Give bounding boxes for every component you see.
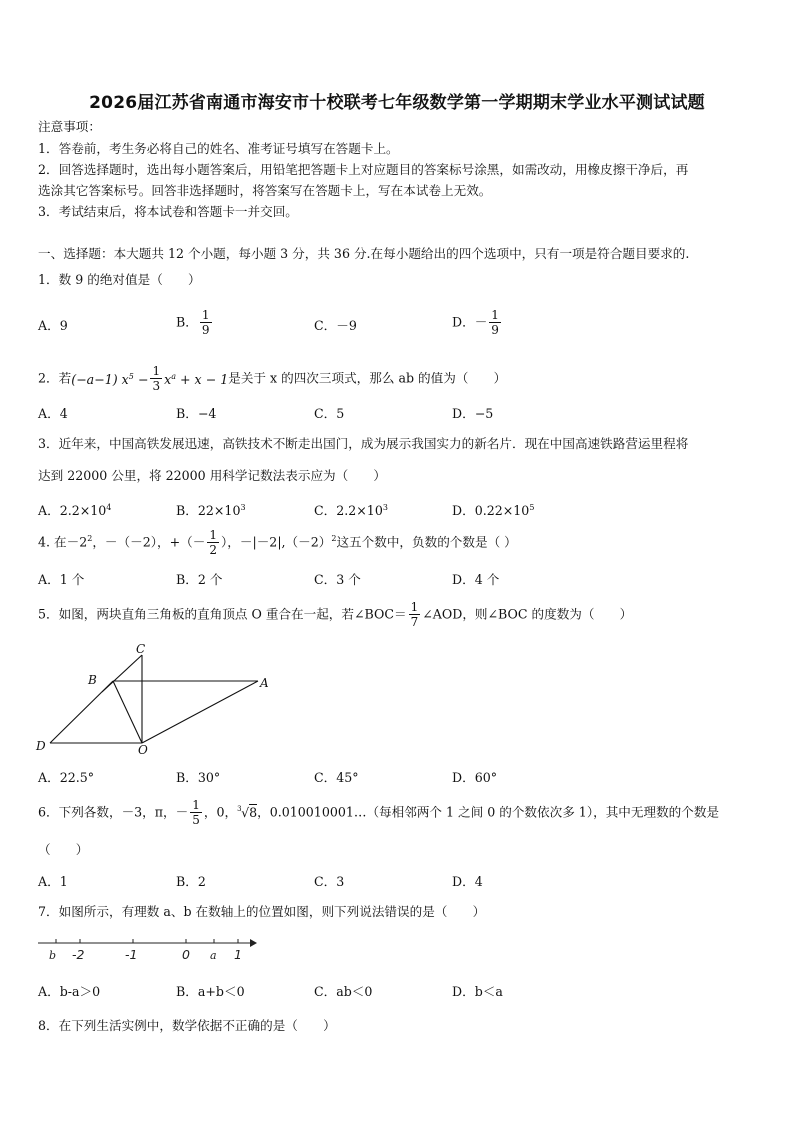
- notice-item-2a: 2．回答选择题时，选出每小题答案后，用铅笔把答题卡上对应题目的答案标号涂黑，如需改动，用橡皮擦干净后，再: [38, 162, 689, 177]
- q7-option-b: B．a+b＜0: [176, 984, 245, 999]
- axis-label-m2: -2: [72, 947, 85, 962]
- page-title: 2026届江苏省南通市海安市十校联考七年级数学第一学期期末学业水平测试试题: [89, 93, 705, 113]
- section-heading: 一、选择题：本大题共 12 个小题，每小题 3 分，共 36 分.在每小题给出的四个选项中，只有一项是符合题目要求的.: [38, 246, 690, 261]
- notice-item-3: 3．考试结束后，将本试卷和答题卡一并交回。: [38, 204, 298, 219]
- axis-label-m1: -1: [125, 947, 138, 962]
- cube-root: 3 √8: [237, 804, 258, 820]
- question-5-stem: 5．如图，两块直角三角板的直角顶点 O 重合在一起，若∠BOC＝ $\frac{1}{7}$ ∠AOD，则∠BOC 的度数为（ ）: [38, 600, 633, 629]
- q1-option-b: B． $\frac{1}{9}$: [176, 308, 210, 337]
- question-4-stem: 4. 在$-2^2$，－（－2），+（－ $\frac{1}{2}$ ），$-|-2|,(-2)^2$这五个数中，负数的个数是（ ）: [38, 528, 517, 557]
- q3-option-c: C．$2.2\times 10^3$: [314, 503, 388, 519]
- q3-option-b: B．$22\times 10^3$: [176, 503, 246, 519]
- question-3-line-2: 达到 22000 公里，将 22000 用科学记数法表示应为（ ）: [38, 468, 387, 483]
- segment-OA: [142, 681, 258, 743]
- q4-option-d: D．4 个: [452, 572, 500, 587]
- q1-option-d: D．－ $\frac{1}{9}$: [452, 308, 499, 337]
- q2-option-d: D．−5: [452, 406, 494, 421]
- q5-option-b: B．30°: [176, 770, 221, 785]
- label-O: O: [138, 743, 148, 757]
- q6-option-c: C．3: [314, 874, 345, 889]
- axis-label-a: a: [210, 949, 217, 962]
- q1-option-a: A．9: [38, 318, 68, 333]
- q7-option-c: C．ab＜0: [314, 984, 373, 999]
- number-line-arrow: [250, 939, 257, 947]
- question-6-line-2: （ ）: [38, 842, 89, 857]
- q2-option-a: A．4: [38, 406, 68, 421]
- number-line: [36, 932, 266, 966]
- q2-option-c: C．5: [314, 406, 345, 421]
- notice-item-1: 1．答卷前，考生务必将自己的姓名、准考证号填写在答题卡上。: [38, 141, 399, 156]
- question-6-stem: 6．下列各数，－3，π，－ $\frac{1}{5}$ ，0， 3 √8，0.010010001…（每相邻两个 1 之间 0 的个数依次多 1），其中无理数的个数是: [38, 798, 720, 827]
- triangle-diagram: [30, 640, 290, 760]
- segment-C-left: [102, 655, 142, 692]
- question-2-stem: 2．若(−a−1) $x^5$ − $\frac{1}{3}$ $x^a + x - 1$是关于 x 的四次三项式，那么 ab 的值为（ ）: [38, 364, 507, 393]
- axis-label-zero: 0: [182, 947, 190, 962]
- q7-option-d: D．b＜a: [452, 984, 503, 999]
- q6-option-a: A．1: [38, 874, 68, 889]
- label-C: C: [136, 642, 146, 656]
- q3-option-a: A．$2.2\times 10^4$: [38, 503, 112, 519]
- q4-option-a: A．1 个: [38, 572, 85, 587]
- q4-option-c: C．3 个: [314, 572, 361, 587]
- label-D: D: [36, 739, 46, 753]
- segment-BO: [113, 681, 142, 743]
- q4-option-b: B．2 个: [176, 572, 223, 587]
- q3-option-d: D．$0.22\times 10^5$: [452, 503, 535, 519]
- axis-label-one: 1: [234, 947, 242, 962]
- q5-option-d: D．60°: [452, 770, 498, 785]
- question-3-line-1: 3．近年来，中国高铁发展迅速，高铁技术不断走出国门，成为展示我国实力的新名片．现在中国高速铁路营运里程将: [38, 436, 689, 451]
- q1-option-c: C．－9: [314, 318, 357, 333]
- q6-option-b: B．2: [176, 874, 206, 889]
- q2-option-b: B．−4: [176, 406, 217, 421]
- question-1-stem: 1．数 9 的绝对值是（ ）: [38, 272, 201, 287]
- axis-label-b: b: [49, 949, 57, 962]
- q6-option-d: D．4: [452, 874, 483, 889]
- q5-option-a: A．22.5°: [38, 770, 95, 785]
- notice-item-2b: 选涂其它答案标号。回答非选择题时，将答案写在答题卡上，写在本试卷上无效。: [38, 183, 492, 198]
- label-A: A: [260, 676, 269, 690]
- label-B: B: [88, 673, 97, 687]
- q5-option-c: C．45°: [314, 770, 359, 785]
- question-7-stem: 7．如图所示，有理数 a、b 在数轴上的位置如图，则下列说法错误的是（ ）: [38, 904, 486, 919]
- notice-heading: 注意事项：: [38, 119, 101, 134]
- question-8-stem: 8．在下列生活实例中，数学依据不正确的是（ ）: [38, 1018, 336, 1033]
- q7-option-a: A．b-a＞0: [38, 984, 101, 999]
